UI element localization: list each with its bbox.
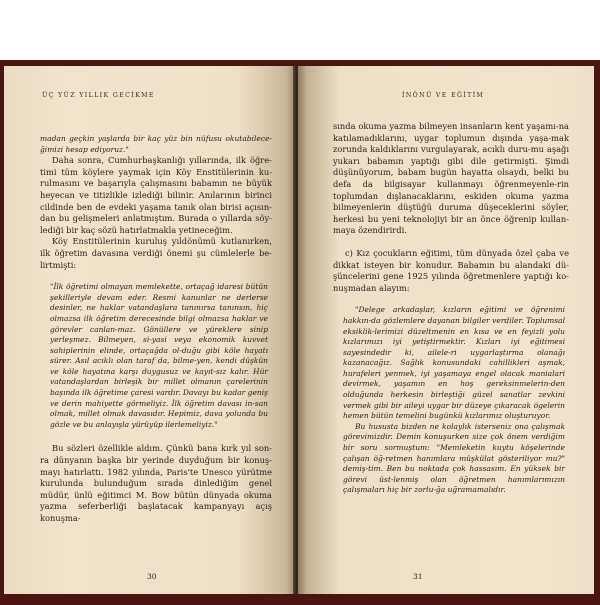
block-quote: "Delege arkadaşlar, kızların eğitimi ve öğrenimi hakkın-da gözlemlere dayanan bilgiler verdiler. Toplumsal eksiklik-lerimizi düzeltmenin en kısa ve en feyizli yolu kızlarımızı iyi yetiştirmektir. Kızları iyi eğitimesi sayesindedir ki, ailele-ri uygarlaştırma olanağı kazanacağız. Sağlık konusundaki cahillikleri aşmak, hurafeleri yenmek, iyi yaşamaya engel olacak manialari devirmek, yaşamın en hoş gereksinmelerin-den olduğunda herkesin birleştiği güzel sanatlar zevkini vermek gibi bir aileyi uygar bir düzeye çıkaracak ögelerin hemen bütün temelini bugünkü kızlarımız oluşturuyor. [343,305,565,421]
left-page-header: ÜÇ YÜZ YILLIK GECİKME [42,92,155,99]
paragraph-continuation: sında okuma yazma bilmeyen insanların kent yaşamı-na katılamadıklarını, uygar toplumun dışında yaşa-mak zorunda kaldıklarını vurgulayarak, acıklı duru-mu aşağı yukarı babamın yaptığı gibi dile getirmişti. Şimdi düşünüyorum, babam bugün hayatta olsaydı, belki bu defa da bilgisayar kullanmayı öğrenmeyenle-rin toplumdan dışlanacaklarını, eskiden okuma yazma bilmeyenlerin düştüğü duruma düşeceklerini söyler, herkesi bu yeni teknolojiyi bir an önce öğrenip kullan-maya özendirirdi. [333,121,569,236]
right-page-header: İNÖNÜ VE EĞİTİM [402,92,485,99]
right-page-number: 31 [413,572,423,581]
paragraph: c) Kız çocukların eğitimi, tüm dünyada özel çaba ve dikkat isteyen bir konudur. Babamın bu alandaki dü-şüncelerini gene 1925 yılında öğretmenlere yaptığı ko-nuşmadan alayım: [333,247,569,293]
paragraph: Daha sonra, Cumhurbaşkanlığı yıllarında, ilk öğre-timi tüm köylere yaymak için Köy Enstitülerinin ku-rulmasını ve başarıyla çalışmasını babamın ne büyük heyecan ve titizlikle izlediği bilinir. Anılarının birinci cildinde ben de evdeki yaşama tanık olan birisi açısın-dan bu gelişmeleri anlatmıştım. Burada o yıllarda söy-lediği bir kaç sözü hatırlatmakla yetineceğim. [40,155,272,235]
paragraph-continuation: madan geçkin yaşlarda bir kaç yüz bin nüfusu okutabilece-ğimizi hesap ediyoruz." [40,134,272,154]
paragraph: Köy Enstitülerinin kuruluş yıldönümü kutlanırken, ilk öğretim davasına verdiği önemi şu cümlelerle be-lirtmişti: [40,236,272,270]
right-page [298,66,594,594]
open-book [0,60,600,605]
right-page-text [333,121,569,496]
left-page [4,66,295,594]
paragraph: Bu sözleri özellikle aldım. Çünkü bana kırk yıl son-ra dünyanın başka bir yerinde duyduğum bir konuş-mayı hatırlattı. 1982 yılında, Paris'te Unesco yürütme kurulunda bulunduğum sırada dinlediğim genel müdür, ünlü eğitimci M. Bow bütün dünyada okuma yazma seferberliği başlatacak kampanyayı açış konuşma- [40,443,272,523]
block-quote: Bu hususta bizden ne kolaylık isterseniz ona çalışmak görevimizdir. Demin konuşurken size çok önem verdiğim bir soru sormuştum: "Memleketin kuytu köşelerinde çalışan öğ-retmen hanımlara müşkülat gösteriliyor mu?" demiş-tim. Ben bu noktada çok hassasım. En yüksek bir görevi üst-lenmiş olan öğretmen hanımlarımızın çalışmaları hiç bir zorlu-ğa uğramamalıdır. [343,421,565,495]
left-page-text [40,134,272,525]
block-quote: "İlk öğretimi olmayan memlekette, ortaçağ idaresi bütün şekilleriyle devam eder. Resmi kanunlar ne derlerse desinler, ne haklar vatandaşlara tanınırsa tanınsın, hiç olmazsa ilk öğretim derecesinde bilgi olmazsa haklar ve görevler canlan-maz. Gönüllere ve yüreklere sinip yerleşmez. Bilmeyen, si-yasi veya ekonomik kuvvet sahiplerinin elinde, ortaçağda ol-duğu gibi köle hayatı sürer. Asıl acıklı olan taraf da, bilme-yen, kendi düşkün ve köle hayatına karşı duygusuz ve kayıt-sız kalır. Hür vatandaşlardan birleşik bir millet olmanın çarelerinin başında ilk öğretime çaresi vardır. Davayı bu kadar geniş ve derin mahiyette görmeliyiz. İlk öğretim davası in-san olmak, millet olmak davasıdır. Hepimiz, dava yolunda bu gözle ve bu anlayışla yürüyüp ilerlemeliyiz." [50,282,268,429]
left-page-number: 30 [147,572,157,581]
